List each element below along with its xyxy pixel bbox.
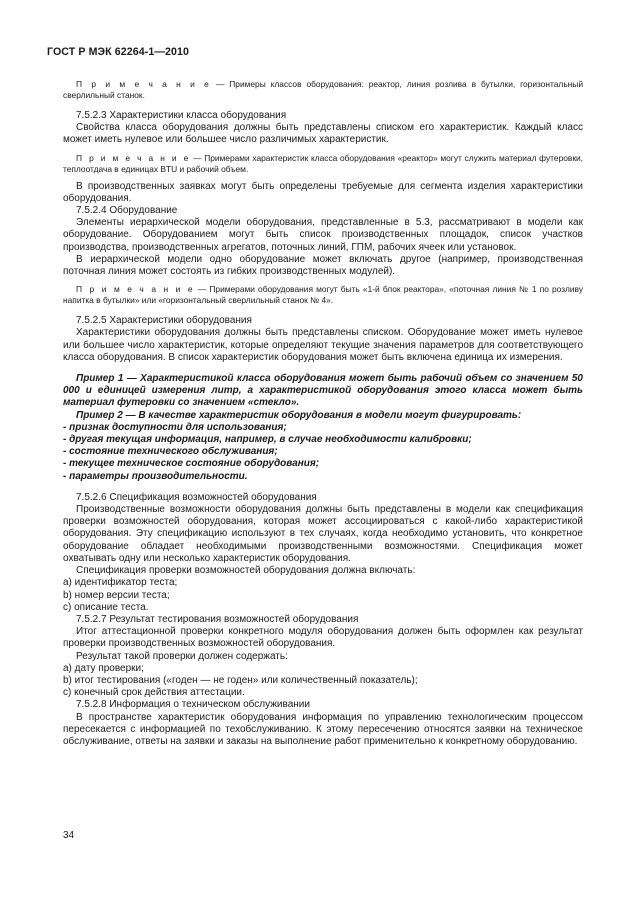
note-text: — Примерами характеристик класса оборудования «реактор» могут служить материал футеровки, теплоотдача в единицах BTU и рабочий объем. [63, 152, 584, 174]
section-heading-7528: 7.5.2.8 Информация о техническом обслуживании [76, 699, 310, 711]
example-list-item: - другая текущая информация, например, в случае необходимости калибровки; [63, 434, 472, 446]
paragraph: Спецификация проверки возможностей оборудования должна включать: [76, 565, 416, 577]
page-number: 34 [63, 830, 75, 841]
example-2: Пример 2 — В качестве характеристик оборудования в модели могут фигурировать: [76, 409, 522, 421]
paragraph: Итог аттестационной проверки конкретного модуля оборудования должен быть оформлен как результат проверки производственных возможностей оборудования. [63, 626, 583, 650]
paragraph: Характеристики оборудования должны быть представлены списком. Оборудование может иметь нулевое или большее число характеристик, которые определяют текущие значения параметров для соответствующего класса оборудования. В список характеристик оборудования может быть включена единица их измерения. [63, 327, 583, 363]
section-heading-7526: 7.5.2.6 Спецификация возможностей оборудования [76, 491, 317, 503]
paragraph: Свойства класса оборудования должны быть представлены списком его характеристик. Каждый класс может иметь нулевое или большее число различимых характеристик. [63, 122, 583, 146]
list-item: c) конечный срок действия аттестации. [63, 687, 245, 699]
note-text: — Примерами оборудования могут быть «1-й блок реактора», «поточная линия № 1 по розливу напитка в бутылки» или «горизонтальный сверлильный станок № 4». [63, 284, 584, 306]
list-item: a) идентификатор теста; [63, 577, 178, 589]
example-list-item: - состояние технического обслуживания; [63, 446, 278, 458]
example-list-item: - признак доступности для использования; [63, 421, 287, 433]
paragraph: В иерархической модели одно оборудование может включать другое (например, производственная поточная линия может состоять из гибких производственных модулей). [63, 253, 583, 278]
section-heading-7524: 7.5.2.4 Оборудование [76, 205, 178, 217]
example-1: Пример 1 — Характеристикой класса оборудования может быть рабочий объем со значением 50 000 и единицей измерения литр, а характеристикой оборудования этого класса может быть материал футеровки со значением «стекло». [63, 373, 583, 409]
note-text: — Примеры классов оборудования: реактор, линия розлива в бутылки, горизонтальный сверлильный станок. [63, 79, 584, 100]
paragraph: Элементы иерархической модели оборудования, представленные в 5.3, рассматривают в модели как оборудование. Оборудованием могут быть список производственных площадок, список участков производства, производственных агрегатов, поточных линий, ГПМ, рабочих ячеек или установок. [63, 217, 583, 253]
page-content [63, 79, 583, 748]
example-list-item: - параметры производительности. [63, 470, 248, 482]
list-item: b) итог тестирования («годен — не годен» или количественный показатель); [63, 674, 418, 686]
note-label: П р и м е ч а н и е [76, 152, 191, 163]
paragraph: В производственных заявках могут быть определены требуемые для сегмента изделия характеристики оборудования. [63, 180, 583, 204]
page-header: ГОСТ Р МЭК 62264-1—2010 [47, 46, 190, 58]
note-class-properties [63, 153, 583, 175]
note-label: П р и м е ч а н и е [76, 79, 212, 89]
section-heading-7525: 7.5.2.5 Характеристики оборудования [76, 315, 252, 327]
note-equipment-examples [63, 284, 583, 306]
section-heading-7523: 7.5.2.3 Характеристики класса оборудования [76, 110, 287, 121]
list-item: a) дату проверки; [63, 662, 144, 674]
note-label: П р и м е ч а н и е [76, 284, 195, 295]
paragraph: В пространстве характеристик оборудования информация по управлению технологическим процессом пересекается с информацией по техобслуживанию. К этому пересечению относятся заявки на техническое обслуживание, ответы на заявки и заказы на выполнение работ применительно к конкретному оборудованию. [63, 711, 583, 747]
example-list-item: - текущее техническое состояние оборудования; [63, 458, 320, 470]
paragraph: Результат такой проверки должен содержать: [76, 650, 288, 662]
note-equipment-classes [63, 79, 583, 101]
list-item: c) описание теста. [63, 601, 149, 613]
section-heading-7527: 7.5.2.7 Результат тестирования возможностей оборудования [76, 613, 359, 625]
paragraph: Производственные возможности оборудования должны быть представлены в модели как спецификация проверки возможностей оборудования, которая может ассоциироваться с какой-либо характеристикой оборудования. Эту спецификацию используют в тех случаях, когда необходимо установить, что конкретное оборудование обладает необходимыми производственными возможностями. Спецификация может охватывать одну или несколько характеристик оборудования. [63, 504, 583, 564]
list-item: b) номер версии теста; [63, 589, 170, 601]
